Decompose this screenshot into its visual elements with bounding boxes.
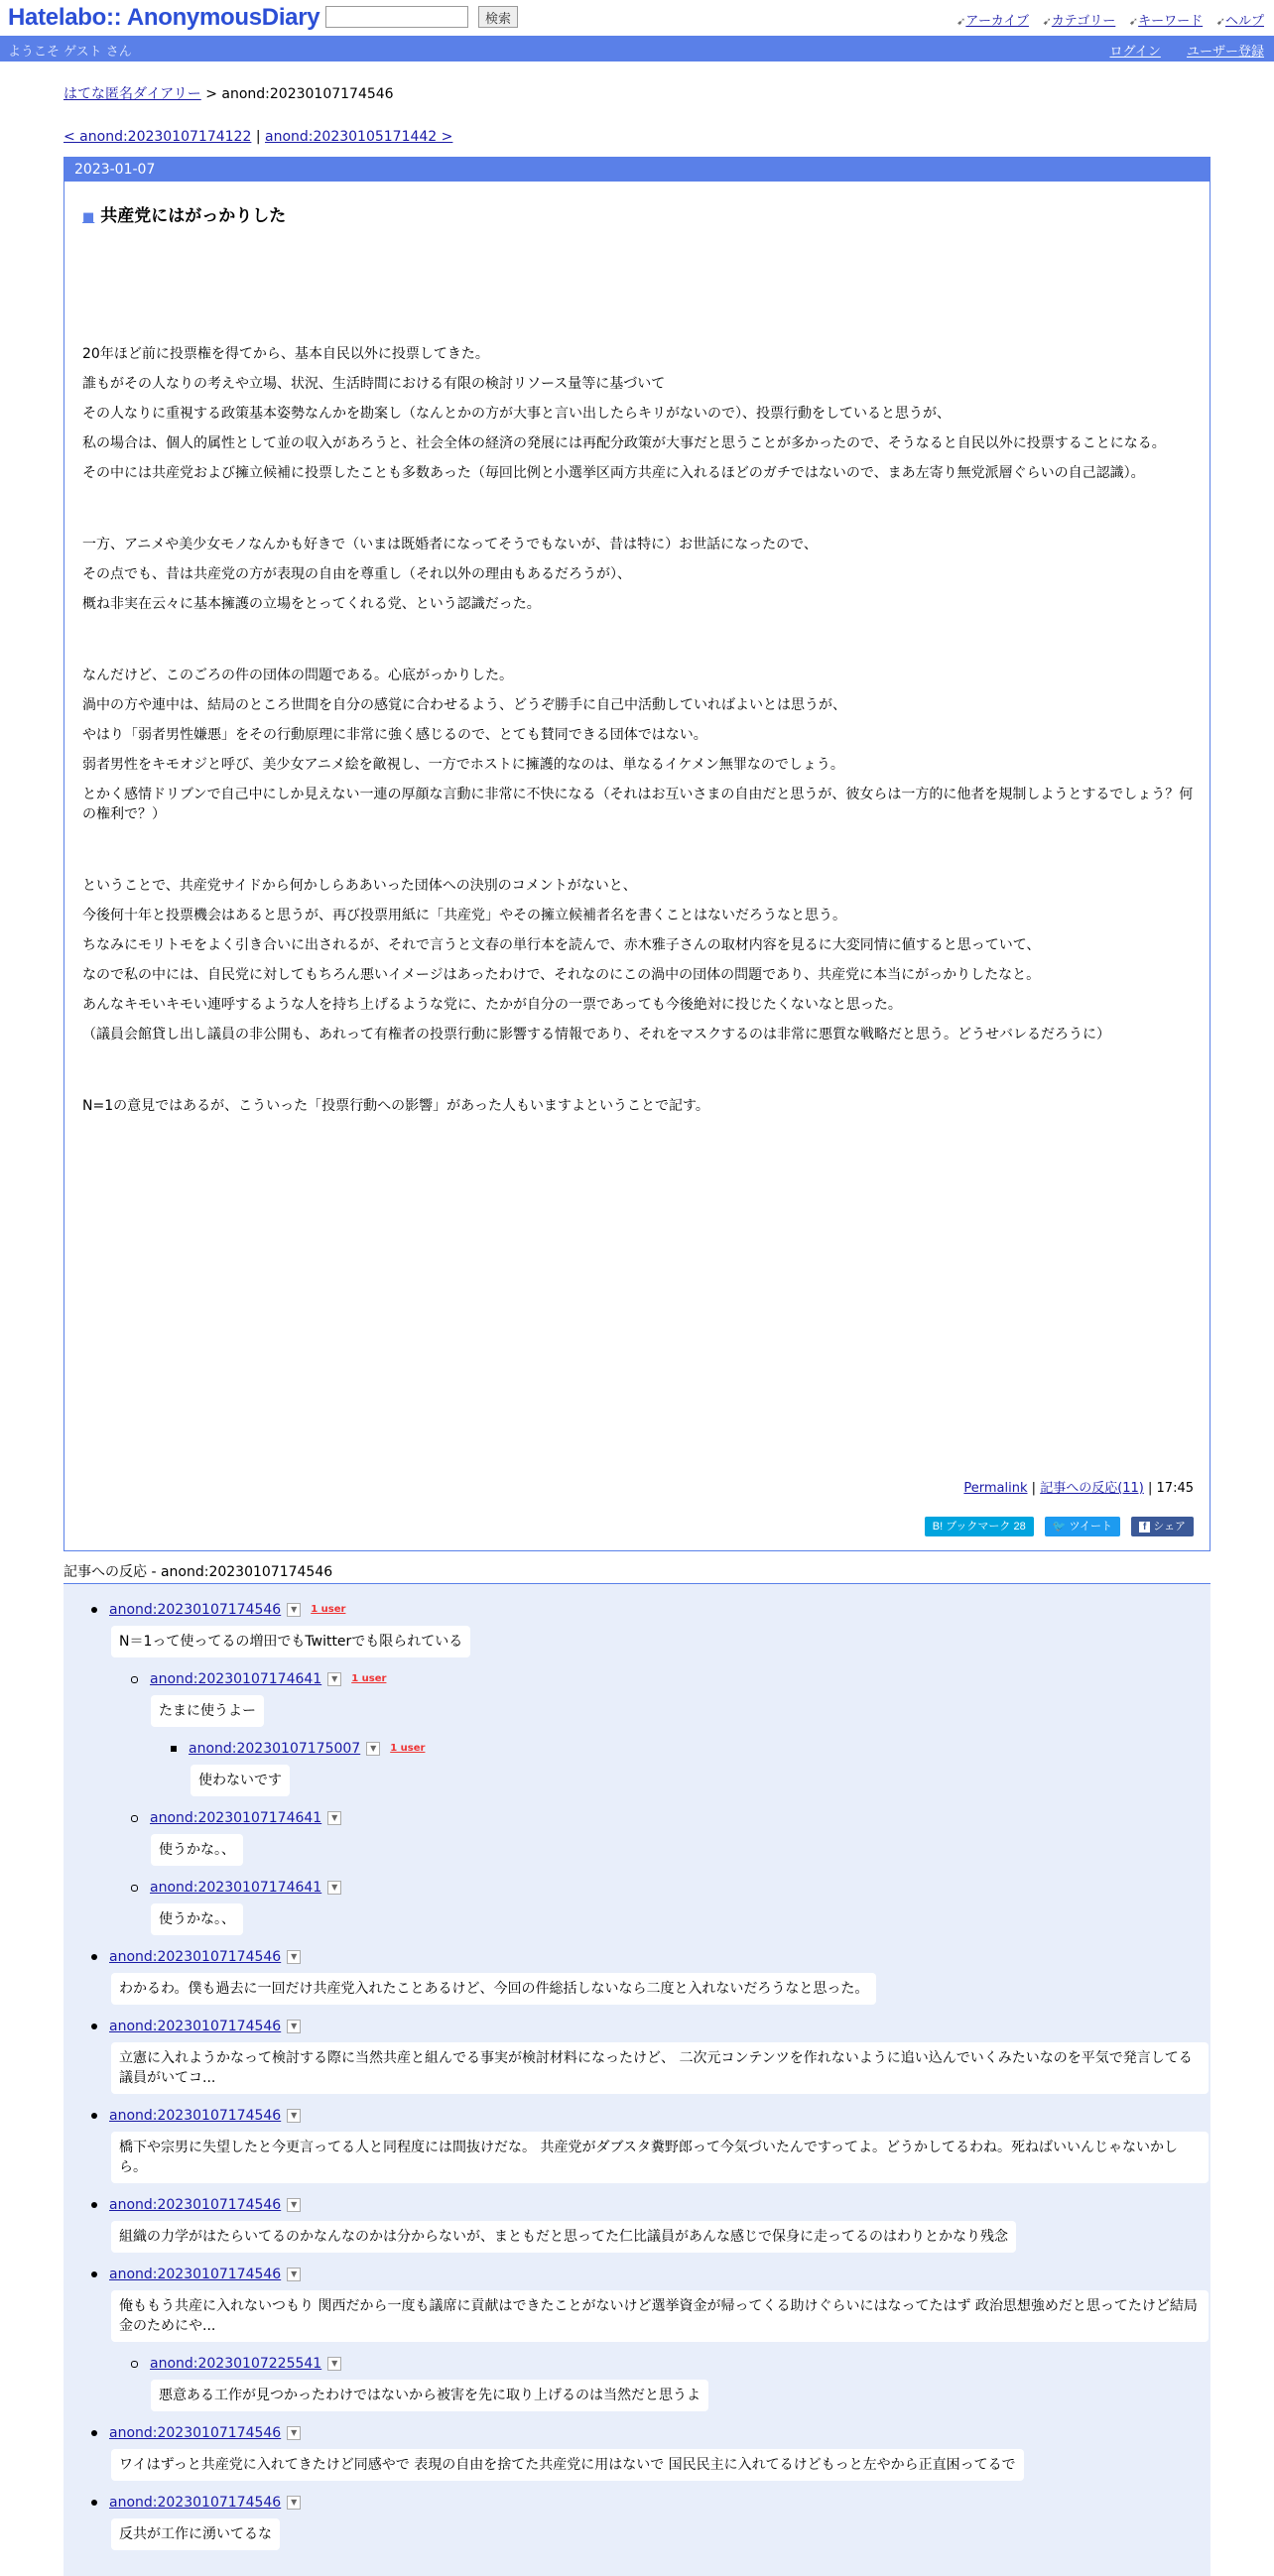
site-logo[interactable]: Hatelabo:: AnonymousDiary <box>8 4 320 31</box>
reaction-header <box>91 1600 1210 1620</box>
bookmark-label: B! ブックマーク <box>932 1521 1011 1533</box>
permalink-link[interactable]: Permalink <box>963 1481 1028 1496</box>
top-bar <box>0 0 1274 36</box>
reaction-item <box>64 1669 1210 1727</box>
prev-entry-link[interactable]: < anond:20230107174122 <box>64 129 252 145</box>
entry-paragraph: なので私の中には、自民党に対してもちろん悪いイメージはあったわけで、それなのにこの渦中の団体の問題であり、共産党に本当にがっかりしたなと。 <box>82 967 1041 983</box>
reaction-excerpt: 俺ももう共産に入れないつもり 関西だから一度も議席に貢献はできたことがないけど選挙資金が帰ってくる助けぐらいにはなってたはず 政治思想強めだと思ってたけど結局金のためにや... <box>111 2290 1209 2342</box>
facebook-share-button[interactable] <box>1131 1517 1194 1536</box>
entry-body <box>82 344 1194 1126</box>
reaction-item <box>64 2493 1210 2550</box>
bullet-icon <box>91 2430 97 2436</box>
reaction-item <box>64 2423 1210 2481</box>
entry-paragraph: その点でも、昔は共産党の方が表現の自由を尊重し（それ以外の理由もあるだろうが）、 <box>82 566 631 582</box>
reaction-item <box>64 2195 1210 2253</box>
reaction-header <box>131 1878 1210 1898</box>
facebook-label: シェア <box>1153 1521 1186 1533</box>
reaction-header <box>91 2106 1210 2126</box>
reaction-link[interactable]: anond:20230107174546 <box>109 1602 282 1618</box>
entry-paragraph: とかく感情ドリブンで自己中にしか見えない一連の厚顔な言動に非常に不快になる（それはお互いさまの自由だと思うが、彼女らは一方的に他者を規制しようとするでしょう？何の権利で？） <box>82 787 1194 822</box>
reaction-link[interactable]: anond:20230107225541 <box>150 2356 322 2372</box>
entry-paragraph: 概ね非実在云々に基本擁護の立場をとってくれる党、という認識だった。 <box>82 596 541 612</box>
reaction-link[interactable]: anond:20230107174546 <box>109 2019 282 2034</box>
entry-box <box>64 157 1210 1551</box>
entry-paragraph: なんだけど、このごろの件の団体の問題である。心底がっかりした。 <box>82 668 513 683</box>
arrow-icon: ➹ <box>1128 16 1139 28</box>
chevron-down-icon[interactable]: ▼ <box>287 2426 301 2440</box>
chevron-down-icon[interactable]: ▼ <box>287 2020 301 2033</box>
chevron-down-icon[interactable]: ▼ <box>287 1603 301 1617</box>
chevron-down-icon[interactable]: ▼ <box>327 2357 341 2371</box>
entry-title <box>82 201 286 226</box>
entry-title-text: 共産党にはがっかりした <box>100 206 287 226</box>
bullet-icon <box>91 1607 97 1613</box>
entry-paragraph: 誰もがその人なりの考えや立場、状況、生活時間における有限の検討リソース量等に基づいて <box>82 376 666 392</box>
entry-paragraph: 一方、アニメや美少女モノなんかも好きで（いまは既婚者になってそうでもないが、昔は特に）お世話になったので、 <box>82 537 818 552</box>
entry-paragraph: ということで、共産党サイドから何かしらああいった団体への決別のコメントがないと、 <box>82 878 637 894</box>
user-links <box>1087 41 1264 60</box>
square-icon[interactable]: ■ <box>82 210 95 225</box>
reaction-link[interactable]: anond:20230107174641 <box>150 1810 322 1826</box>
reaction-header <box>171 1739 1210 1759</box>
breadcrumb <box>64 83 1210 103</box>
nav-help-link[interactable]: ヘルプ <box>1224 13 1264 28</box>
search-input[interactable] <box>325 6 468 28</box>
breadcrumb-separator: > <box>200 86 222 102</box>
arrow-icon: ➹ <box>956 16 966 28</box>
breadcrumb-current: anond:20230107174546 <box>221 86 394 102</box>
nav-keyword-link[interactable]: キーワード <box>1138 13 1204 28</box>
arrow-icon: ➹ <box>1215 16 1225 28</box>
arrow-icon: ➹ <box>1042 16 1052 28</box>
bullet-icon <box>91 1954 97 1960</box>
entry-paragraph: 私の場合は、個人的属性として並の収入があろうと、社会全体の経済の発展には再配分政策が大事だと思うことが多かったので、そうなると自民以外に投票することになる。 <box>82 435 1166 451</box>
pager-separator: | <box>251 129 266 145</box>
bullet-icon <box>91 2113 97 2119</box>
bullet-icon <box>91 2024 97 2029</box>
reaction-item <box>64 1739 1210 1796</box>
reaction-header <box>131 1808 1210 1828</box>
reaction-link[interactable]: anond:20230107174546 <box>109 2197 282 2213</box>
bullet-icon <box>131 1815 138 1822</box>
entry-paragraph: N=1の意見ではあるが、こういった「投票行動への影響」があった人もいますよということで記す。 <box>82 1098 709 1114</box>
reaction-link[interactable]: anond:20230107174546 <box>109 2267 282 2282</box>
reaction-link[interactable]: anond:20230107174641 <box>150 1880 322 1896</box>
chevron-down-icon[interactable]: ▼ <box>287 2198 301 2212</box>
reaction-item <box>64 2017 1210 2094</box>
reaction-excerpt: 使うかな。、 <box>151 1834 243 1866</box>
entry-paragraph: （議員会館貸し出し議員の非公開も、あれって有権者の投票行動に影響する情報であり、それをマスクするのは非常に悪質な戦略だと思う。どうせバレるだろうに） <box>82 1027 1110 1043</box>
entry-paragraph: その人なりに重視する政策基本姿勢なんかを勘案し（なんとかの方が大事と言い出したらキリがないので）、投票行動をしていると思うが、 <box>82 406 951 422</box>
paragraph-gap <box>82 493 1194 535</box>
register-link[interactable]: ユーザー登録 <box>1186 45 1264 60</box>
reaction-excerpt: 反共が工作に湧いてるな <box>111 2518 280 2550</box>
hatena-bookmark-button[interactable] <box>925 1517 1034 1536</box>
chevron-down-icon[interactable]: ▼ <box>287 1950 301 1964</box>
twitter-bird-icon: 🐦 <box>1052 1521 1067 1533</box>
reaction-item <box>64 2265 1210 2342</box>
bullet-icon <box>171 1746 177 1752</box>
reactions-list <box>64 1584 1210 2576</box>
chevron-down-icon[interactable]: ▼ <box>287 2109 301 2123</box>
reactions-link[interactable]: 記事への反応(11) <box>1040 1481 1144 1496</box>
reaction-header <box>91 2265 1210 2284</box>
nav-category-link[interactable]: カテゴリー <box>1051 13 1116 28</box>
bookmark-users-badge[interactable]: 1 user <box>351 1673 387 1684</box>
reaction-excerpt: 使うかな。、 <box>151 1903 243 1935</box>
share-row <box>919 1515 1194 1536</box>
next-entry-link[interactable]: anond:20230105171442 > <box>265 129 453 145</box>
nav-archive-link[interactable]: アーカイブ <box>965 13 1029 28</box>
reaction-excerpt: 立憲に入れようかなって検討する際に当然共産と組んでる事実が検討材料になったけど、 二次元コンテンツを作れないように追い込んでいくみたいなのを平気で発言してる議員がいてコ... <box>111 2042 1209 2094</box>
entry-date: 2023-01-07 <box>64 158 1210 182</box>
reaction-header <box>131 1669 1210 1689</box>
reaction-link[interactable]: anond:20230107175007 <box>189 1741 361 1757</box>
user-bar <box>0 36 1274 61</box>
entry-paragraph: その中には共産党および擁立候補に投票したことも多数あった（毎回比例と小選挙区両方共産に入れるほどのガチではないので、まあ左寄り無党派層ぐらいの自己認識）。 <box>82 465 1145 481</box>
bullet-icon <box>131 2361 138 2368</box>
welcome-text: ようこそ ゲスト さん <box>8 45 132 60</box>
main-content <box>64 61 1210 2576</box>
entry-paragraph: あんなキモいキモい連呼するような人を持ち上げるような党に、たかが自分の一票であっても今後絶対に投じたくないなと思った。 <box>82 997 902 1013</box>
entry-paragraph: ちなみにモリトモをよく引き合いに出されるが、それで言うと文春の単行本を読んで、赤木雅子さんの取材内容を見るに大変同情に値すると思っていて、 <box>82 937 1041 953</box>
facebook-icon: f <box>1139 1522 1150 1533</box>
entry-footer: Permalink | 記事への反応(11) | 17:45 <box>963 1481 1194 1496</box>
chevron-down-icon[interactable]: ▼ <box>287 2496 301 2510</box>
search-button[interactable]: 検索 <box>478 6 518 28</box>
login-link[interactable]: ログイン <box>1109 45 1161 60</box>
tweet-button[interactable] <box>1045 1517 1120 1536</box>
paragraph-gap <box>82 1054 1194 1096</box>
reactions-header: 記事への反応 - anond:20230107174546 <box>64 1561 1210 1584</box>
entry-paragraph: 渦中の方や連中は、結局のところ世間を自分の感覚に合わせるよう、どうぞ勝手に自己中活動していればよいとは思うが、 <box>82 697 846 713</box>
reaction-item <box>64 2354 1210 2411</box>
entry-paragraph: やはり「弱者男性嫌悪」をその行動原理に非常に強く感じるので、とても賛同できる団体ではない。 <box>82 727 707 743</box>
reaction-excerpt: わかるわ。僕も過去に一回だけ共産党入れたことあるけど、今回の件総括しないなら二度と入れないだろうなと思った。 <box>111 1973 876 2005</box>
bookmark-users-badge[interactable]: 1 user <box>311 1604 346 1615</box>
tweet-label: ツイート <box>1069 1521 1113 1533</box>
reaction-item <box>64 1600 1210 1657</box>
chevron-down-icon[interactable]: ▼ <box>327 1811 341 1825</box>
reaction-link[interactable]: anond:20230107174546 <box>109 1949 282 1965</box>
chevron-down-icon[interactable]: ▼ <box>287 2268 301 2281</box>
bullet-icon <box>91 2500 97 2506</box>
reaction-item <box>64 1947 1210 2005</box>
reaction-link[interactable]: anond:20230107174546 <box>109 2495 282 2511</box>
reaction-item <box>64 1808 1210 1866</box>
entry-paragraph: 今後何十年と投票機会はあると思うが、再び投票用紙に「共産党」やその擁立候補者名を書くことはないだろうなと思う。 <box>82 908 846 923</box>
reaction-header <box>91 2423 1210 2443</box>
entry-time: 17:45 <box>1156 1481 1194 1496</box>
reaction-excerpt: N＝1って使ってるの増田でもTwitterでも限られている <box>111 1626 470 1657</box>
bullet-icon <box>131 1885 138 1892</box>
paragraph-gap <box>82 834 1194 876</box>
reaction-header <box>91 2195 1210 2215</box>
chevron-down-icon[interactable]: ▼ <box>366 1742 380 1756</box>
bookmark-count: 28 <box>1013 1521 1026 1533</box>
reaction-excerpt: 使わないです <box>191 1765 290 1796</box>
reaction-excerpt: 組織の力学がはたらいてるのかなんなのかは分からないが、まともだと思ってた仁比議員があんな感じで保身に走ってるのはわりとかなり残念 <box>111 2221 1016 2253</box>
reaction-item <box>64 1878 1210 1935</box>
reaction-header <box>131 2354 1210 2374</box>
reaction-link[interactable]: anond:20230107174546 <box>109 2425 282 2441</box>
reaction-link[interactable]: anond:20230107174641 <box>150 1671 322 1687</box>
entry-paragraph: 弱者男性をキモオジと呼び、美少女アニメ絵を敵視し、一方でホストに擁護的なのは、単なるイケメン無罪なのでしょう。 <box>82 757 844 773</box>
reaction-excerpt: ワイはずっと共産党に入れてきたけど同感やで 表現の自由を捨てた共産党に用はないで 国民民主に入れてるけどもっと左やから正直困ってるで <box>111 2449 1024 2481</box>
reaction-item <box>64 2106 1210 2183</box>
chevron-down-icon[interactable]: ▼ <box>327 1881 341 1895</box>
top-nav <box>947 10 1264 29</box>
reaction-header <box>91 1947 1210 1967</box>
bookmark-users-badge[interactable]: 1 user <box>390 1743 426 1754</box>
reaction-header <box>91 2017 1210 2036</box>
reaction-excerpt: 悪意ある工作が見つかったわけではないから被害を先に取り上げるのは当然だと思うよ <box>151 2380 708 2411</box>
breadcrumb-home-link[interactable]: はてな匿名ダイアリー <box>64 86 201 102</box>
reaction-excerpt: たまに使うよー <box>151 1695 264 1727</box>
entry-pager <box>64 129 1210 145</box>
paragraph-gap <box>82 624 1194 666</box>
reaction-link[interactable]: anond:20230107174546 <box>109 2108 282 2124</box>
reaction-header <box>91 2493 1210 2513</box>
reaction-excerpt: 橋下や宗男に失望したと今更言ってる人と同程度には間抜けだな。 共産党がダブスタ糞野郎って今気づいたんですってよ。どうかしてるわね。死ねばいいんじゃないかしら。 <box>111 2132 1209 2183</box>
entry-paragraph: 20年ほど前に投票権を得てから、基本自民以外に投票してきた。 <box>82 346 489 362</box>
bullet-icon <box>131 1676 138 1683</box>
chevron-down-icon[interactable]: ▼ <box>327 1672 341 1686</box>
bullet-icon <box>91 2271 97 2277</box>
bullet-icon <box>91 2202 97 2208</box>
